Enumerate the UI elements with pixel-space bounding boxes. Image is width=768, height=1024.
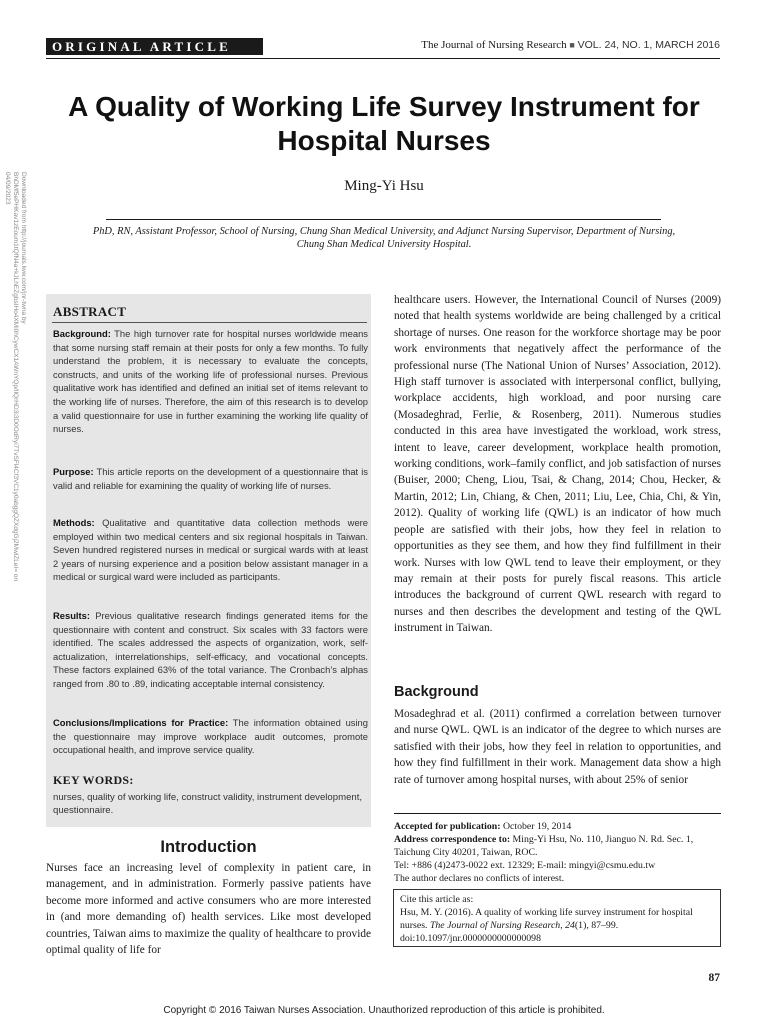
abstract-purpose-text: This article reports on the development of a questionnaire that is valid and reliable for examining the quality of working life of nurses. bbox=[53, 466, 368, 491]
copyright-notice: Copyright © 2016 Taiwan Nurses Association. Unauthorized reproduction of this article is prohibited. bbox=[163, 1005, 605, 1016]
background-heading: Background bbox=[394, 684, 479, 700]
abstract-background-text: The high turnover rate for hospital nurses worldwide means that some nursing staff remain at their posts for only a few months. To fully understand the problem, it is necessary to evaluate the concepts, constructs, and units of the working life of professional nurses. Previous qualitative work has identified and defined an initial set of items relevant to the working life of nurses. Therefore, the aim of this research is to develop a valid questionnaire for use in further examining the working life quality of nurses. bbox=[53, 328, 368, 435]
keywords-text: nurses, quality of working life, construct validity, instrument development, questionnaire. bbox=[53, 792, 363, 816]
journal-name: The Journal of Nursing Research bbox=[421, 39, 567, 51]
cite-box bbox=[393, 889, 721, 947]
download-stamp: Downloaded from http://journals.lww.com/jnr-twna by BhDMf5ePHKav1zEoum1tQfN4a+kJLhEZgbsIHo4XMi0hCywCX1AWnYQp/IlQrHD3i3D0OdRyi7TvSFl4Cf3VC1y0abggQZXdgGj2MwlZLeI= on 04/09/2023 bbox=[4, 172, 27, 582]
accepted-line bbox=[394, 820, 721, 833]
abstract-conclusions-text: The information obtained using the questionnaire may improve workplace audit outcomes, promote occupational health, and improve service quality. bbox=[53, 717, 368, 756]
abstract-box bbox=[46, 294, 371, 827]
footnote-divider bbox=[394, 813, 721, 814]
header-divider bbox=[46, 58, 720, 59]
cite-journal: The Journal of Nursing Research bbox=[429, 920, 561, 931]
abstract-methods-label: Methods: bbox=[53, 517, 95, 528]
journal-volume: VOL. 24, NO. 1, MARCH 2016 bbox=[577, 39, 720, 51]
cite-reference: Hsu, M. Y. (2016). A quality of working life survey instrument for hospital nurses. The Journal of Nursing Research, 24(1), 87–99. bbox=[400, 907, 693, 931]
square-separator-icon: ■ bbox=[569, 40, 575, 50]
cite-volume: 24 bbox=[565, 920, 575, 931]
cite-heading: Cite this article as: bbox=[400, 894, 474, 905]
address-line bbox=[394, 833, 721, 859]
introduction-heading: Introduction bbox=[160, 838, 257, 856]
abstract-purpose bbox=[53, 465, 368, 492]
author-divider bbox=[106, 219, 661, 220]
conflicts-line: The author declares no conflicts of interest. bbox=[394, 873, 565, 884]
abstract-results-text: Previous qualitative research findings generated items for the questionnaire with content and construct. Six scales with 33 factors were identified. The scales addressed the aspects of organization, work, self-actualization, interrelationships, self-efficacy, and vocational concepts. These factors explained 63% of the total variance. The Cronbach’s alphas ranged from .80 to .89, indicating acceptable internal consistency. bbox=[53, 610, 368, 689]
article-title: A Quality of Working Life Survey Instrument for Hospital Nurses bbox=[68, 91, 700, 156]
abstract-methods bbox=[53, 516, 368, 584]
footnote bbox=[394, 820, 721, 885]
cite-text-after: (1), 87–99. bbox=[574, 920, 619, 931]
abstract-divider bbox=[52, 322, 367, 323]
address-value: Ming-Yi Hsu, No. 110, Jianguo N. Rd. Sec. 1, Taichung City 40201, Taiwan, ROC. bbox=[394, 834, 694, 858]
author-affiliation: PhD, RN, Assistant Professor, School of Nursing, Chung Shan Medical University, and Adjunct Nursing Supervisor, Department of Nursing, Chung Shan Medical University Hospital. bbox=[92, 226, 676, 250]
abstract-results bbox=[53, 609, 368, 691]
background-text: Mosadeghrad et al. (2011) confirmed a correlation between turnover and nurse QWL. QWL is an indicator of the degree to which nurses are satisfied with their jobs, how they feel in relation to opportunities, and how they find fulfillment in their work. Management data show a high rate of turnover among hospital nurses, with about 25% of senior bbox=[394, 708, 721, 786]
abstract-background bbox=[53, 327, 368, 436]
page-number: 87 bbox=[708, 972, 720, 984]
address-label: Address correspondence to: bbox=[394, 834, 511, 845]
cite-doi[interactable]: doi:10.1097/jnr.0000000000000098 bbox=[400, 933, 541, 944]
article-type-label: ORIGINAL ARTICLE bbox=[46, 38, 263, 55]
author-name: Ming-Yi Hsu bbox=[344, 178, 424, 194]
contact-line: Tel: +886 (4)2473-0022 ext. 12329; E-mail: mingyi@csmu.edu.tw bbox=[394, 860, 656, 871]
abstract-purpose-label: Purpose: bbox=[53, 466, 94, 477]
accepted-date: October 19, 2014 bbox=[500, 821, 572, 832]
journal-citation-header bbox=[421, 38, 720, 52]
abstract-heading: ABSTRACT bbox=[53, 304, 127, 319]
cite-text-before: Hsu, M. Y. (2016). A quality of working life survey instrument for hospital nurses. bbox=[400, 907, 693, 931]
abstract-methods-text: Qualitative and quantitative data collection methods were employed within two medical centers and six regional hospitals in Taiwan. Seven hundred registered nurses in medical or surgical wards with at least 2 years of nursing experience and a position below assistant manager in a medical or surgical ward were included as participants. bbox=[53, 517, 368, 583]
introduction-text: Nurses face an increasing level of complexity in patient care, in management, and in administration. Formerly passive patients have become more informed and active consumers who are more interested in (and more demanding of) health services. Like most developed countries, Taiwan aims to maximize the quality of healthcare to provide optimal quality of life for bbox=[46, 862, 371, 957]
keywords-heading: KEY WORDS: bbox=[53, 773, 134, 787]
abstract-background-label: Background: bbox=[53, 328, 111, 339]
right-column-text: healthcare users. However, the International Council of Nurses (2009) noted that health systems worldwide are being challenged by a critical shortage of nurses. One reason for the workforce shortage may be poor work environments that negatively affect the performance of the professional nurse (The National Union of Nurses’ Association, 2012). High staff turnover is associated with interpersonal conflict, bullying, workplace accidents, high workload, and poor nursing care (Mosadeghrad, Ferlie, & Rosenberg, 2011). Numerous studies conducted in this area have investigated the workload, work stress, intent to leave, career development, workplace health promotion, working conditions, work–family conflict, and job satisfaction of nurses (Buiser, 2000; Cheng, Liou, Tsai, & Chang, 2014; Chou, Hecker, & Martin, 2012; Lin, Chiang, & Chen, 2011; Liu, Lee, Chia, Chi, & Yin, 2012). Quality of working life (QWL) is an indicator of how much people are satisfied with their jobs, how they feel in relation to opportunities as they see them, and how they find fulfillment in their work. Nurses with low QWL tend to leave their employment, or they may remain at their posts for purely fiscal reasons. This article introduces the background of current QWL research with regard to nurses and then describes the development and testing of the QWL instrument in Taiwan. bbox=[394, 294, 721, 635]
abstract-conclusions-label: Conclusions/Implications for Practice: bbox=[53, 717, 229, 728]
abstract-results-label: Results: bbox=[53, 610, 90, 621]
abstract-conclusions bbox=[53, 716, 368, 757]
accepted-label: Accepted for publication: bbox=[394, 821, 501, 832]
